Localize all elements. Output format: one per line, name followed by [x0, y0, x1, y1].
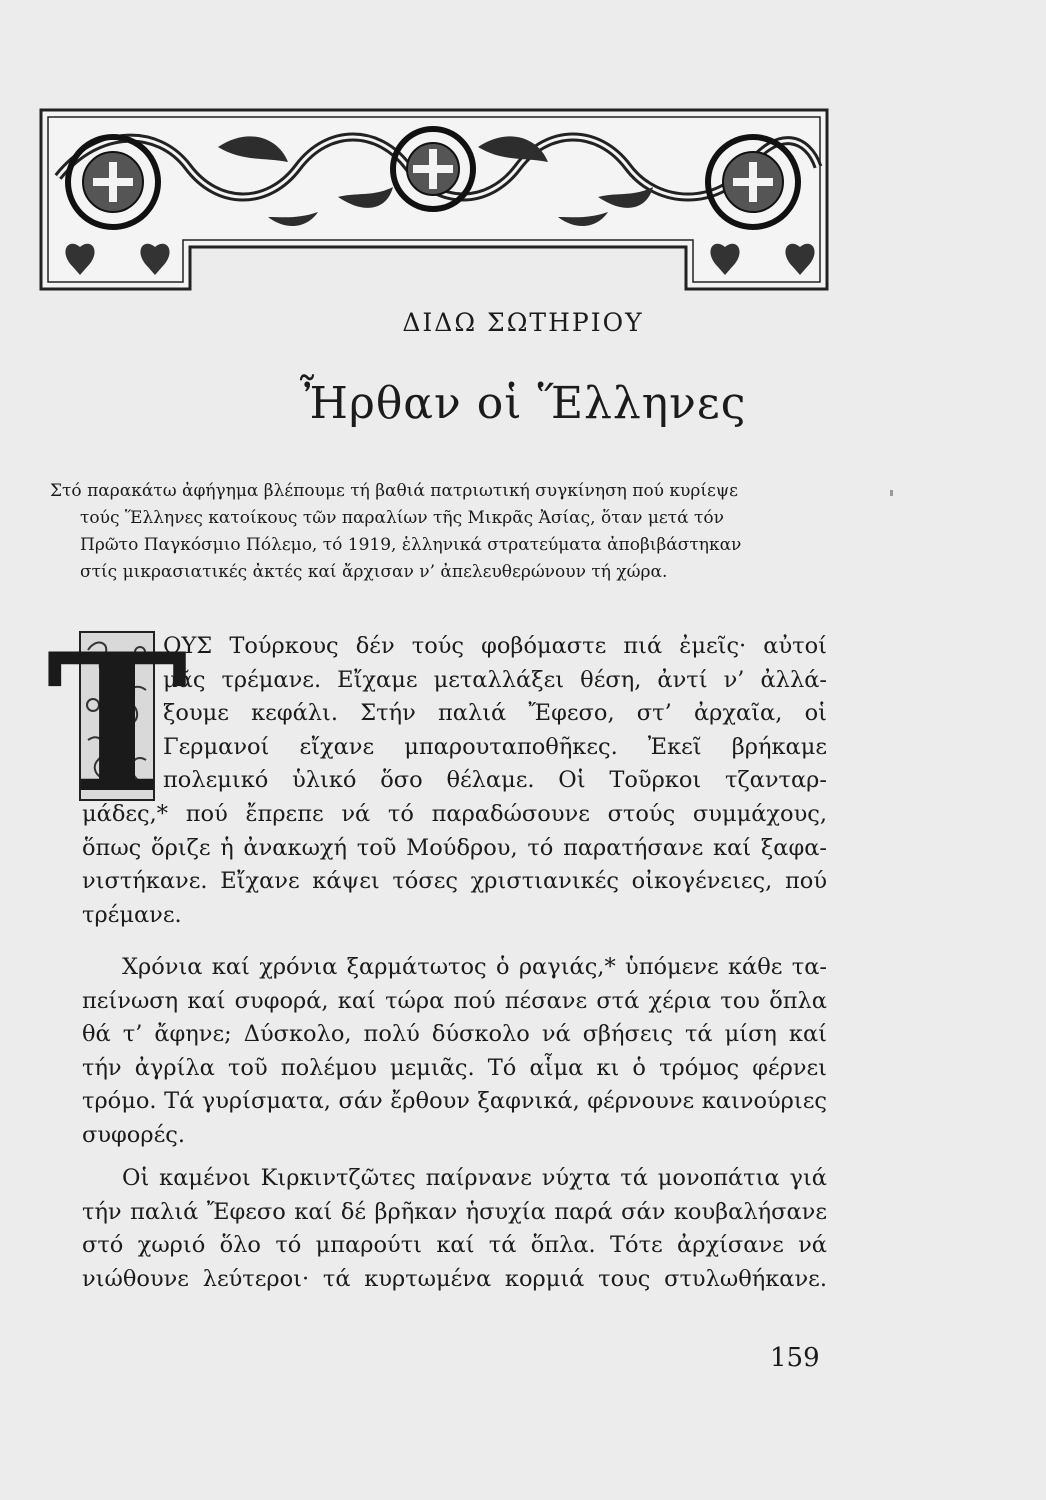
intro-line: στίς μικρασιατικές ἀκτές καί ἄρχισαν ν’ ἀπελευθερώνουν τή χώρα. — [80, 562, 668, 582]
intro-line: Πρῶτο Παγκόσμιο Πόλεμο, τό 1919, ἑλληνικά στρατεύματα ἀποβιβάστηκαν — [80, 535, 742, 555]
body-line: ξουμε κεφάλι. Στήν παλιά Ἔφεσο, στ’ ἀρχαῖα, οἱ — [163, 700, 827, 727]
intro-line: Στό παρακάτω ἀφήγημα βλέπουμε τή βαθιά πατριωτική συγκίνηση πού κυρίεψε — [50, 481, 738, 501]
intro-summary — [50, 478, 810, 586]
body-line: Οἱ καμένοι Κιρκιντζῶτες παίρνανε νύχτα τά μονοπάτια γιά — [122, 1165, 827, 1191]
body-line: Χρόνια καί χρόνια ξαρμάτωτος ὁ ραγιάς,* ὑπόμενε κάθε τα- — [122, 954, 827, 980]
author-name: ΔΙΔΩ ΣΩΤΗΡΙΟΥ — [402, 308, 644, 337]
body-line: τήν παλιά Ἔφεσο καί δέ βρῆκαν ἡσυχία παρά σάν κουβαλήσανε — [82, 1198, 827, 1225]
body-line: μᾶς τρέμανε. Εἴχαμε μεταλλάξει θέση, ἀντί ν’ ἀλλά- — [163, 666, 827, 693]
body-line: θά τ’ ἄφηνε; Δύσκολο, πολύ δύσκολο νά σβήσεις τά μίση καί — [82, 1021, 827, 1048]
body-line: τήν ἀγρίλα τοῦ πολέμου μεμιᾶς. Τό αἷμα κι ὁ τρόμος φέρνει — [82, 1054, 827, 1081]
page-number: 159 — [770, 1343, 820, 1373]
body-line: πολεμικό ὑλικό ὅσο θέλαμε. Οἱ Τοῦρκοι τζανταρ- — [163, 767, 827, 794]
paper-speck — [890, 490, 893, 496]
story-title: Ἦρθαν οἱ Ἕλληνες — [299, 378, 747, 429]
intro-line: τούς Ἕλληνες κατοίκους τῶν παραλίων τῆς Μικρᾶς Ἀσίας, ὅταν μετά τόν — [80, 508, 724, 528]
body-line: ὅπως ὅριζε ἡ ἀνακωχή τοῦ Μούδρου, τό παρατήσανε καί ξαφα- — [82, 834, 827, 861]
body-line: νιώθουνε λεύτεροι· τά κυρτωμένα κορμιά τους στυλωθήκανε. — [82, 1265, 827, 1292]
ornament-band-icon — [38, 107, 830, 292]
body-line: τρέμανε. — [82, 901, 182, 928]
body-paragraph-1 — [82, 630, 827, 932]
body-line: Γερμανοί εἴχανε μπαρουταποθῆκες. Ἐκεῖ βρήκαμε — [163, 733, 827, 760]
body-line: πείνωση καί συφορά, καί τώρα πού πέσανε στά χέρια του ὅπλα — [82, 987, 827, 1014]
body-line: ΟΥΣ Τούρκους δέν τούς φοβόμαστε πιά ἐμεῖς· αὐτοί — [163, 633, 827, 659]
body-line: νιστήκανε. Εἴχανε κάψει τόσες χριστιανικές οἰκογένειες, πού — [82, 868, 827, 895]
body-paragraph-2 — [82, 951, 827, 1153]
body-line: μάδες,* πού ἔπρεπε νά τό παραδώσουνε στούς συμμάχους, — [82, 800, 827, 827]
drop-cap-letter: Τ — [46, 612, 188, 835]
body-line: συφορές. — [82, 1121, 185, 1148]
body-line: στό χωριό ὅλο τό μπαρούτι καί τά ὅπλα. Τότε ἀρχίσανε νά — [82, 1232, 827, 1259]
body-line: τρόμο. Τά γυρίσματα, σάν ἔρθουν ξαφνικά, φέρνουνε καινούριες — [82, 1088, 827, 1115]
body-paragraph-3 — [82, 1162, 827, 1296]
